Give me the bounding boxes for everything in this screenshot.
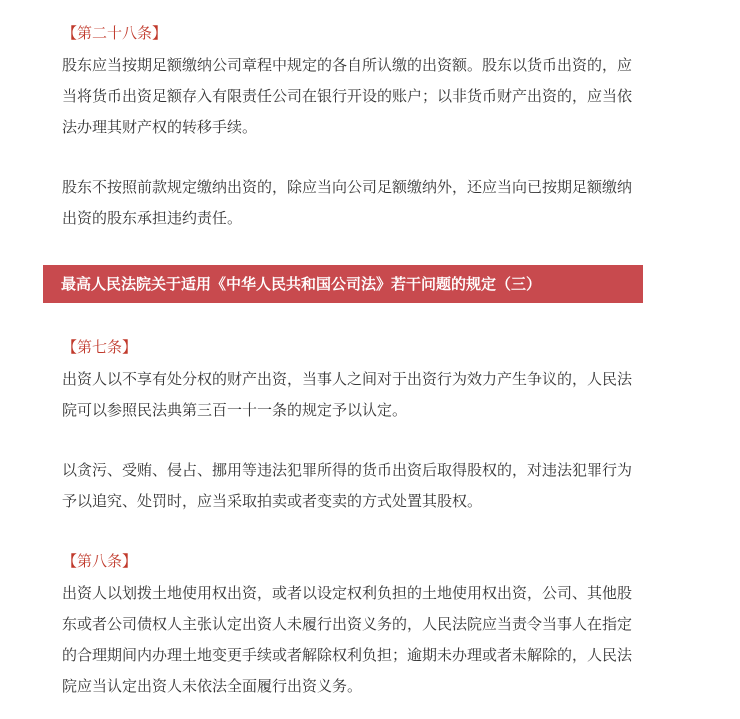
- text-line: 法办理其财产权的转移手续。: [62, 118, 258, 136]
- text-line: 院应当认定出资人未依法全面履行出资义务。: [62, 677, 363, 695]
- text-line: 出资的股东承担违约责任。: [62, 209, 243, 227]
- text-line: 的合理期间内办理土地变更手续或者解除权利负担；逾期未办理或者未解除的，人民法: [62, 646, 633, 664]
- text-line: 东或者公司债权人主张认定出资人未履行出资义务的，人民法院应当责令当事人在指定: [62, 615, 633, 633]
- article-28-title: 【第二十八条】: [62, 24, 168, 42]
- article-8-paragraph-1: [62, 578, 712, 702]
- article-28-paragraph-2: [62, 172, 712, 234]
- text-line: 出资人以划拨土地使用权出资，或者以设定权利负担的土地使用权出资，公司、其他股: [62, 584, 633, 602]
- article-7-paragraph-2: [62, 455, 712, 517]
- text-line: 当将货币出资足额存入有限责任公司在银行开设的账户；以非货币财产出资的，应当依: [62, 87, 633, 105]
- text-line: 股东不按照前款规定缴纳出资的，除应当向公司足额缴纳外，还应当向已按期足额缴纳: [62, 178, 633, 196]
- text-line: 股东应当按期足额缴纳公司章程中规定的各自所认缴的出资额。股东以货币出资的，应: [62, 56, 633, 74]
- text-line: 出资人以不享有处分权的财产出资，当事人之间对于出资行为效力产生争议的，人民法: [62, 370, 633, 388]
- text-line: 以贪污、受贿、侵占、挪用等违法犯罪所得的货币出资后取得股权的，对违法犯罪行为: [62, 461, 633, 479]
- article-7-paragraph-1: [62, 364, 712, 426]
- article-28-paragraph-1: [62, 50, 712, 143]
- article-8-title: 【第八条】: [62, 552, 138, 570]
- article-7-title: 【第七条】: [62, 338, 138, 356]
- text-line: 院可以参照民法典第三百一十一条的规定予以认定。: [62, 401, 408, 419]
- text-line: 予以追究、处罚时，应当采取拍卖或者变卖的方式处置其股权。: [62, 492, 483, 510]
- section-heading-banner: 最高人民法院关于适用《中华人民共和国公司法》若干问题的规定（三）: [43, 265, 643, 303]
